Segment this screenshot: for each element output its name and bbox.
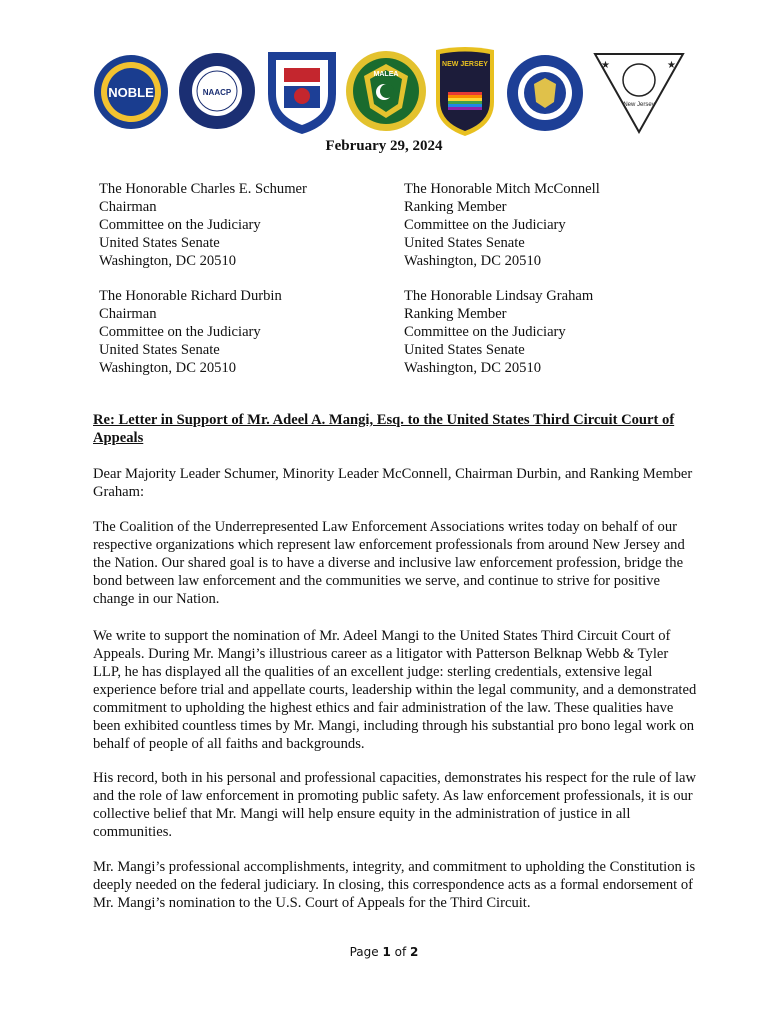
addressee-line: Chairman [99, 306, 157, 322]
salutation: Dear Majority Leader Schumer, Minority Leader McConnell, Chairman Durbin, and Ranking Member Graham: [93, 466, 693, 500]
page-total: 2 [410, 945, 419, 959]
body-paragraph: The Coalition of the Underrepresented Law Enforcement Associations writes today on behalf of our respective organizations which represent law enforcement professionals from around New Jersey and the Nation. Our shared goal is to have a diverse and inclusive law enforcement profession, bridge the bond between law enforcement and the communities we serve, and continue to strive for positive change in our Nation. [93, 519, 685, 607]
brown-society-logo [593, 50, 685, 134]
page-footer [0, 945, 768, 959]
addressee-line: Washington, DC 20510 [99, 253, 237, 269]
addressee-line: The Honorable Mitch McConnell [404, 181, 600, 197]
logo-row [88, 46, 688, 138]
page-of-label: of [390, 945, 411, 959]
addressee-block [99, 180, 307, 270]
svg-text:NEW JERSEY: NEW JERSEY [442, 61, 488, 68]
body-paragraph: His record, both in his personal and professional capacities, demonstrates his respect for the rule of law and the role of law enforcement in promoting public safety. As law enforcement professionals, it is our collective belief that Mr. Mangi will help ensure equity in the administration of justice in all communities. [93, 770, 697, 840]
addressee-line: United States Senate [99, 342, 220, 358]
addressee-block [404, 180, 600, 270]
addressee-line: Committee on the Judiciary [99, 217, 261, 233]
addressee-line: United States Senate [404, 235, 525, 251]
svg-text:NOBLE: NOBLE [108, 85, 154, 100]
svg-text:New Jersey: New Jersey [623, 102, 655, 108]
addressee-line: The Honorable Richard Durbin [99, 288, 282, 304]
addressee-line: The Honorable Charles E. Schumer [99, 181, 307, 197]
svg-text:MALEA: MALEA [373, 71, 399, 78]
addressee-line: Washington, DC 20510 [404, 360, 542, 376]
addressee-line: Washington, DC 20510 [404, 253, 542, 269]
noble-logo [93, 54, 169, 130]
addressee-line: Ranking Member [404, 306, 507, 322]
addressee-line: The Honorable Lindsay Graham [404, 288, 594, 304]
muslim-law-enforcement-logo [346, 46, 426, 136]
addressee-line: United States Senate [99, 235, 220, 251]
addressee-line: Committee on the Judiciary [99, 324, 261, 340]
addressee-line: Committee on the Judiciary [404, 217, 566, 233]
subject-line: Re: Letter in Support of Mr. Adeel A. Mangi, Esq. to the United States Third Circuit Court of Appeals [93, 412, 675, 446]
addressee-block [404, 287, 593, 377]
addressee-line: Chairman [99, 199, 157, 215]
addressee-line: Ranking Member [404, 199, 507, 215]
page-label: Page [349, 945, 383, 959]
addressee-line: United States Senate [404, 342, 525, 358]
body-paragraph: We write to support the nomination of Mr. Adeel Mangi to the United States Third Circuit Court of Appeals. During Mr. Mangi’s illustrious career as a litigator with Patterson Belknap Webb & Tyler LLP, he has displayed all the qualities of an excellent judge: sterling credentials, extensive legal experience before trial and appellate courts, leadership within the legal community, and a demonstrated commitment to upholding the highest ethics and fair administration of the law. These qualities have been exhibited countless times by Mr. Mangi, including through his substantial pro bono legal work on behalf of people of all faiths and backgrounds. [93, 628, 697, 752]
letter-date: February 29, 2024 [325, 138, 443, 154]
nj-lgbtq-law-enforcement-logo [430, 46, 500, 138]
body-paragraph: Mr. Mangi’s professional accomplishments, integrity, and commitment to upholding the Constitution is deeply needed on the federal judiciary. In closing, this correspondence acts as a formal endorsement of Mr. Mangi’s nomination to the U.S. Court of Appeals for the Third Circuit. [93, 859, 696, 911]
svg-text:★: ★ [667, 60, 676, 71]
hispanic-association-logo [264, 46, 340, 136]
addressee-line: Washington, DC 20510 [99, 360, 237, 376]
asian-american-law-enforcement-logo [506, 54, 584, 132]
addressee-line: Committee on the Judiciary [404, 324, 566, 340]
addressee-block [99, 287, 282, 377]
naacp-logo [178, 52, 256, 130]
svg-text:NAACP: NAACP [202, 88, 232, 97]
svg-text:★: ★ [601, 60, 610, 71]
page-current: 1 [382, 945, 391, 959]
